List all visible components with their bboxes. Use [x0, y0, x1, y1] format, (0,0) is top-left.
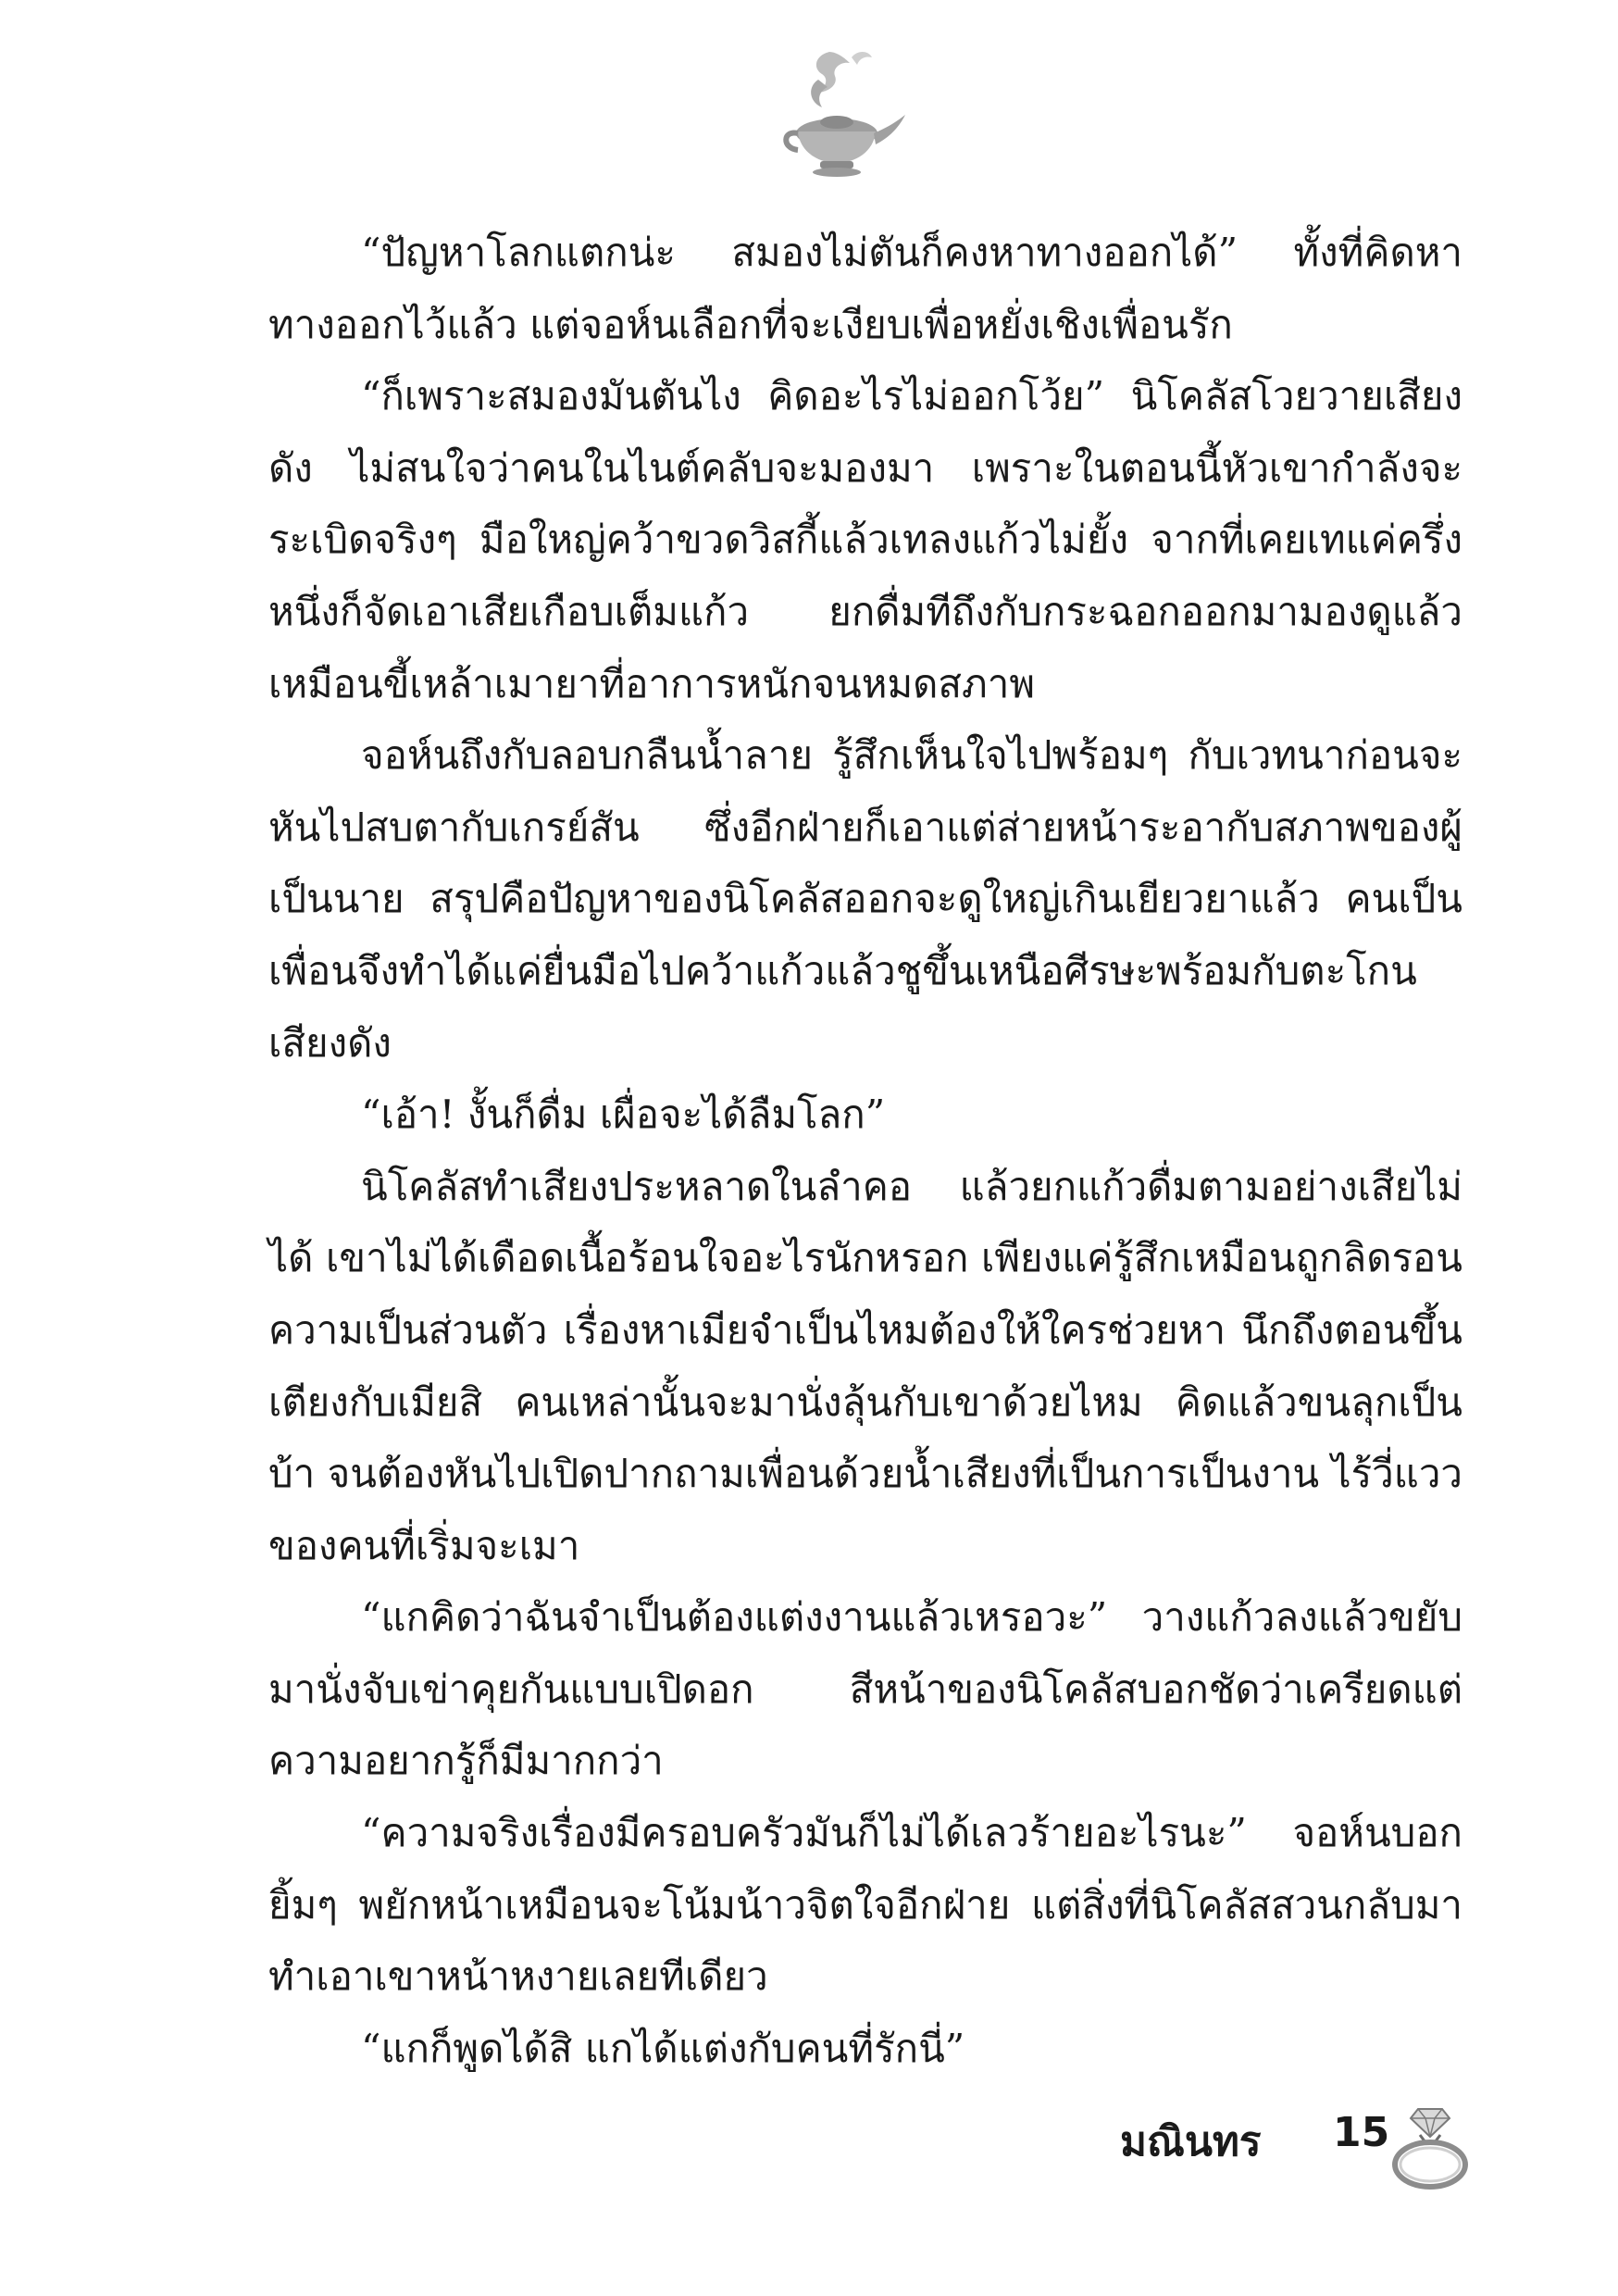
paragraph: นิโคลัสทำเสียงประหลาดในลำคอ แล้วยกแก้วดื่มตามอย่างเสียไม่ได้ เขาไม่ได้เดือดเนื้อร้อนใจอะไรนักหรอก เพียงแค่รู้สึกเหมือนถูกลิดรอนความเป็นส่วนตัว เรื่องหาเมียจำเป็นไหมต้องให้ใครช่วยหา นึกถึงตอนขึ้นเตียงกับเมียสิ คนเหล่านั้นจะมานั่งลุ้นกับเขาด้วยไหม คิดแล้วขนลุกเป็นบ้า จนต้องหันไปเปิดปากถามเพื่อนด้วยน้ำเสียงที่เป็นการเป็นงาน ไร้วี่แววของคนที่เริ่มจะเมา [268, 1163, 1462, 1568]
book-title: มณินทร [1120, 2118, 1262, 2165]
paragraph: “เอ้า! งั้นก็ดื่ม เผื่อจะได้ลืมโลก” [361, 1092, 886, 1138]
page-number: 15 [1333, 2109, 1390, 2156]
page-footer [1111, 2100, 1481, 2192]
chapter-body-text [268, 217, 1462, 2084]
paragraph: “ก็เพราะสมองมันตันไง คิดอะไรไม่ออกโว้ย” นิโคลัสโวยวายเสียงดัง ไม่สนใจว่าคนในไนต์คลับจะมองมา เพราะในตอนนี้หัวเขากำลังจะระเบิดจริงๆ มือใหญ่คว้าขวดวิสกี้แล้วเทลงแก้วไม่ยั้ง จากที่เคยเทแค่ครึ่งหนึ่งก็จัดเอาเสียเกือบเต็มแก้ว ยกดื่มทีถึงกับกระฉอกออกมามองดูแล้วเหมือนขี้เหล้าเมายาที่อาการหนักจนหมดสภาพ [268, 373, 1462, 706]
paragraph: “ปัญหาโลกแตกน่ะ สมองไม่ตันก็คงหาทางออกได้” ทั้งที่คิดหาทางออกไว้แล้ว แต่จอห์นเลือกที่จะเงียบเพื่อหยั่งเชิงเพื่อนรัก [268, 230, 1462, 347]
diamond-ring-icon [1388, 2100, 1472, 2192]
paragraph: “แกก็พูดได้สิ แกได้แต่งกับคนที่รักนี่” [361, 2025, 965, 2071]
teapot-genie-icon [761, 37, 909, 185]
paragraph: จอห์นถึงกับลอบกลืนน้ำลาย รู้สึกเห็นใจไปพร้อมๆ กับเวทนาก่อนจะหันไปสบตากับเกรย์สัน ซึ่งอีกฝ่ายก็เอาแต่ส่ายหน้าระอากับสภาพของผู้เป็นนาย สรุปคือปัญหาของนิโคลัสออกจะดูใหญ่เกินเยียวยาแล้ว คนเป็นเพื่อนจึงทำได้แค่ยื่นมือไปคว้าแก้วแล้วชูขึ้นเหนือศีรษะพร้อมกับตะโกนเสียงดัง [268, 732, 1462, 1066]
paragraph: “ความจริงเรื่องมีครอบครัวมันก็ไม่ได้เลวร้ายอะไรนะ” จอห์นบอกยิ้มๆ พยักหน้าเหมือนจะโน้มน้าวจิตใจอีกฝ่าย แต่สิ่งที่นิโคลัสสวนกลับมาทำเอาเขาหน้าหงายเลยทีเดียว [268, 1810, 1462, 2000]
paragraph: “แกคิดว่าฉันจำเป็นต้องแต่งงานแล้วเหรอวะ” วางแก้วลงแล้วขยับมานั่งจับเข่าคุยกันแบบเปิดอก สีหน้าของนิโคลัสบอกชัดว่าเครียดแต่ความอยากรู้ก็มีมากกว่า [268, 1594, 1462, 1784]
